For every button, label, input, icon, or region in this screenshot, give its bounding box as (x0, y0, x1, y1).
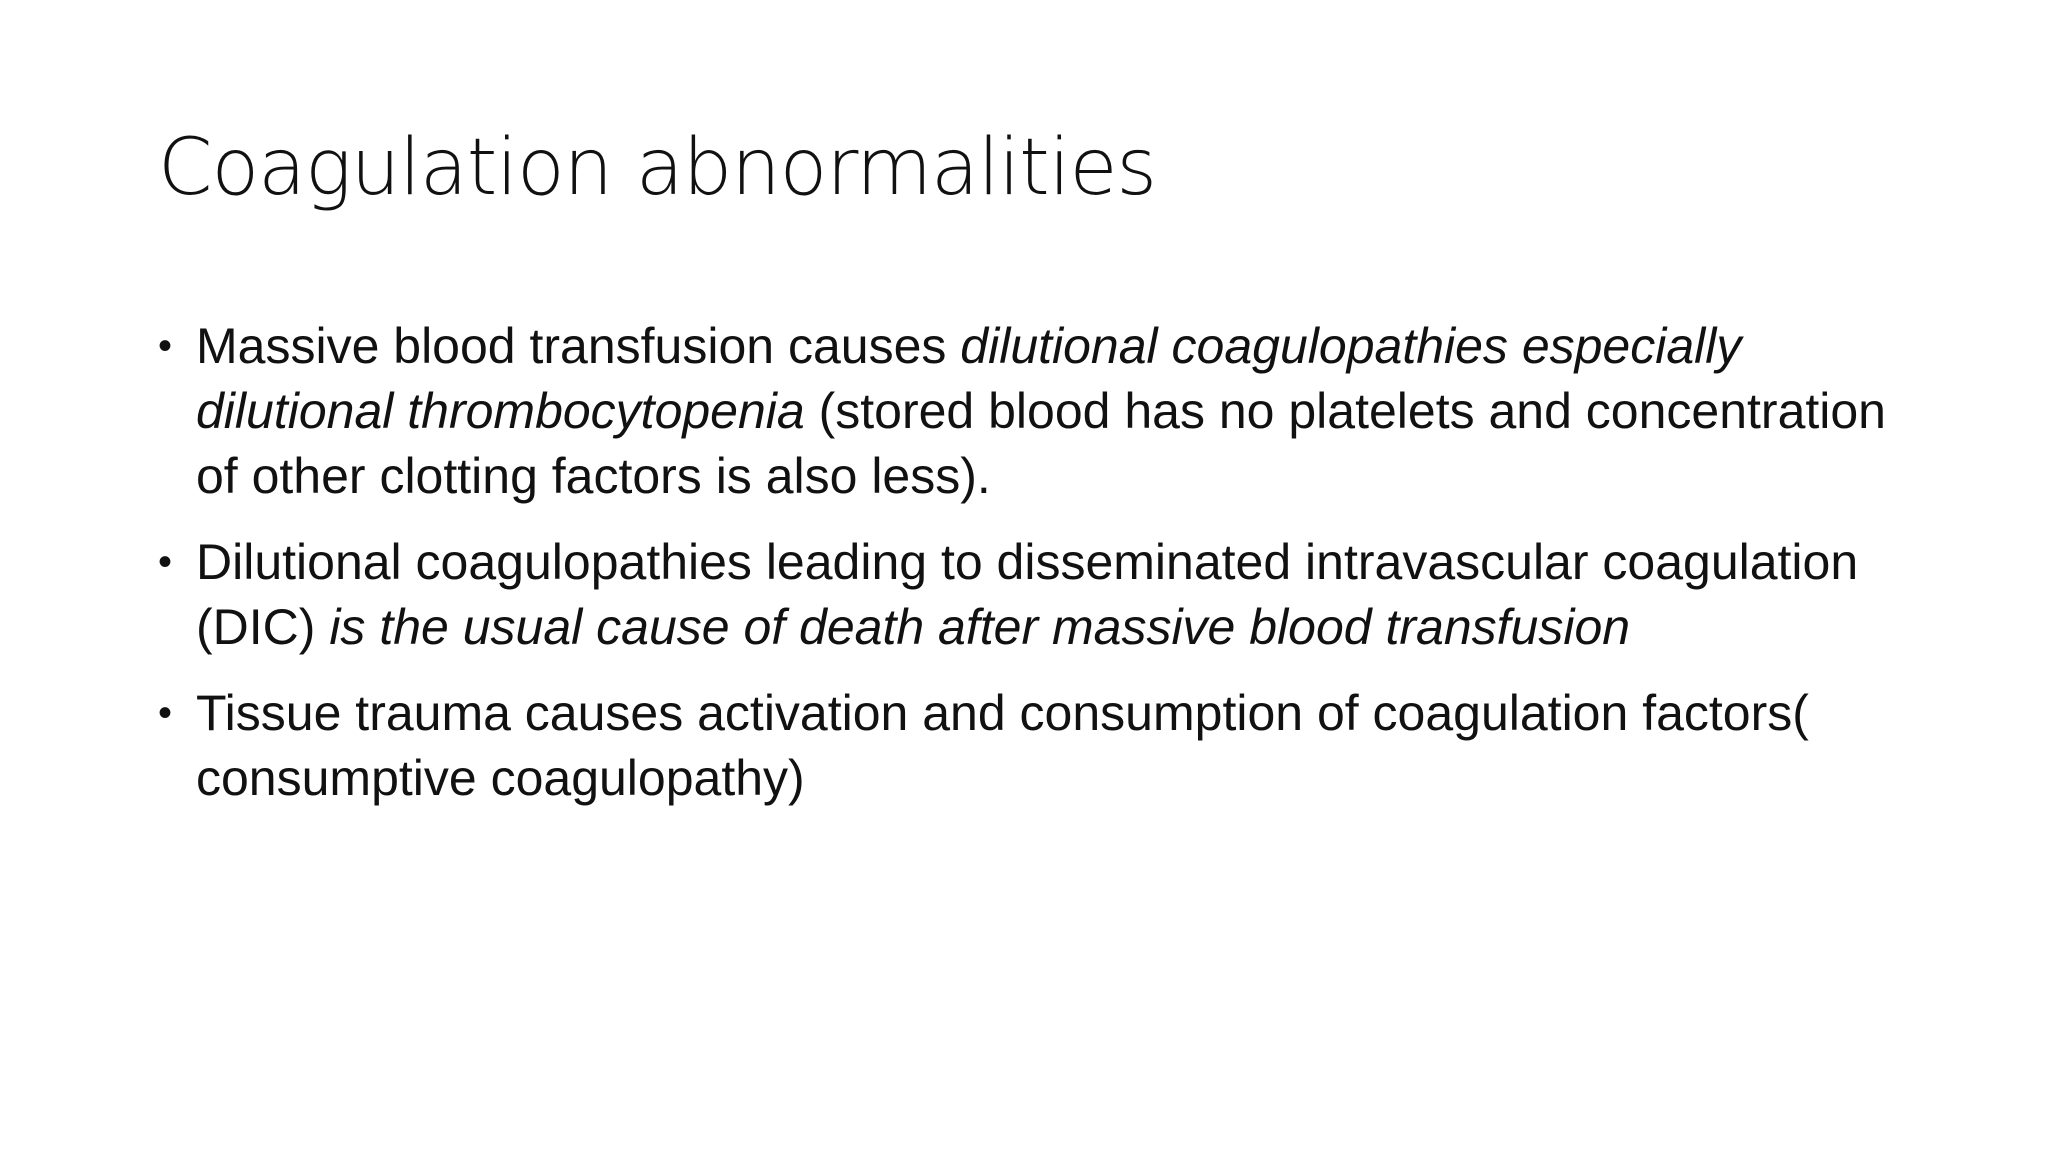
bullet-marker: • (158, 691, 173, 735)
bullet-text: Massive blood transfusion causes (196, 318, 961, 374)
bullet-item-tissue-trauma (158, 681, 1918, 811)
slide-title: Coagulation abnormalities (158, 123, 1157, 213)
bullet-item-dic (158, 530, 1918, 660)
bullet-text-emphasis: is the usual cause of death after massive blood transfusion (329, 599, 1631, 655)
bullet-marker: • (158, 324, 173, 368)
bullet-list (158, 314, 1918, 832)
bullet-text-emphasis: dilutional coagulopathies especially dilutional thrombocytopenia (196, 318, 1742, 439)
bullet-marker: • (158, 540, 173, 584)
bullet-text: Dilutional coagulopathies leading to disseminated intravascular coagulation (DIC) (196, 534, 1859, 655)
bullet-text: Tissue trauma causes activation and consumption of coagulation factors( consumptive coagulopathy) (196, 685, 1809, 806)
bullet-item-transfusion (158, 314, 1918, 509)
bullet-text: (stored blood has no platelets and concentration of other clotting factors is also less). (196, 383, 1886, 504)
